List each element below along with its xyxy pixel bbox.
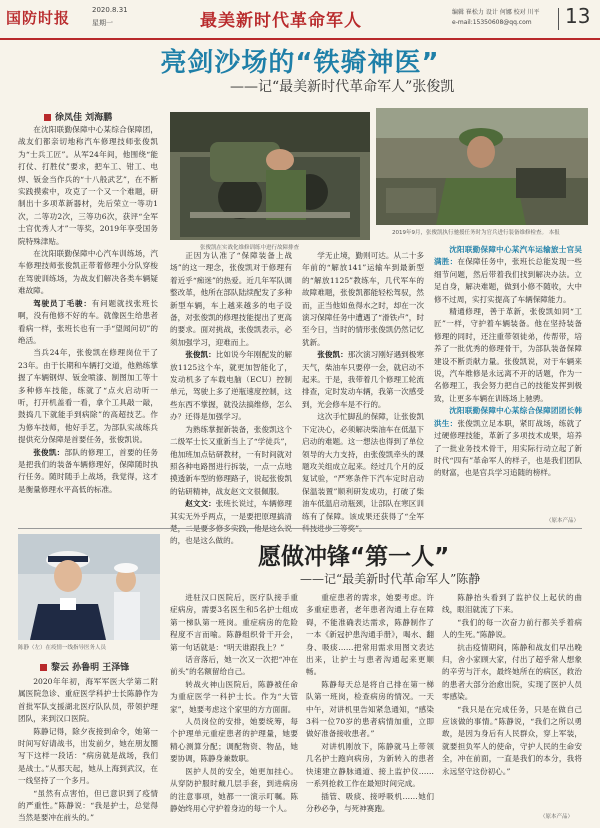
paragraph: 学无止境，勤则可达。从二十多年前的“解放141”运输车到最新型的“解放1125”教练车，几代军车的故障难题，张俊凯都能轻松驾驭，然而，正当他如鱼得水之时，却在一次演习保障任务中遭遇了“滑铁卢”，时至今日，当时的情形张俊凯仍然记忆犹新。 xyxy=(302,251,424,347)
article1-photo-portrait xyxy=(376,108,588,225)
paragraph: “虽然有点害怕，但已意识到了疫情的严重性。”陈静说：“我是护士，总觉得当然是要冲在前头的。” xyxy=(18,788,158,823)
article1-byline: 徐凤佳 刘海鹏 xyxy=(44,110,112,123)
byline-marker-icon xyxy=(44,114,51,121)
article2-column-4 xyxy=(442,592,582,810)
paragraph: 张俊凯：部队的修理工，首要的任务是把我们的装备车辆修理好，保障随时执行任务。随时随手上战场，我觉得，这才是衡量修理水平高低的标准。 xyxy=(18,447,159,494)
editor-credits: 编辑 崔松力 设计 何娜 校对 川平 xyxy=(452,9,540,16)
newspaper-logo: 国防时报 xyxy=(6,9,71,27)
article1-subheadline: ——记“最美新时代革命军人”张俊凯 xyxy=(230,79,455,95)
paragraph: 当兵24年，张俊凯在修理岗位干了23年。由于长期和车辆打交道，他熟练掌握了车辆钢焊、钣金喷漆、制图加工等十多种修车技能，练就了“点火启动听一听，打开机盖看一看，拿个工具敲一敲，鼓捣几下就能手到病除”的高超技艺。作为修车技师，他好手艺，为部队实战练兵提供充分保障是首要任务，张俊凯说。 xyxy=(18,348,158,445)
paragraph: 进驻汉口医院后，医疗队接手重症病房，需要3名医生和5名护士组成第一梯队第一班岗。重症病房的危险程度不言而喻。陈静组织骨干开会，第一句话就是：“明天谁跟我上？” xyxy=(170,593,298,652)
article2-column-1 xyxy=(18,676,158,823)
article1-column-4 xyxy=(434,244,582,514)
paragraph: 陈静每天总是将自己排在第一梯队第一班岗，检查病房的情况。一天中午，对讲机里告知紧急通知，“感染3科一位70岁的患者病情加重，立即做好准备接收患者。” xyxy=(306,679,434,739)
paragraph: 抗击疫情期间，陈静和战友们早出晚归，舍小家顾大家，付出了超乎常人想象的辛劳与汗水，最终她所在的病区，救治的患者大部分治愈出院，实现了医护人员零感染。 xyxy=(442,642,582,702)
paragraph: 在沈阳联勤保障中心某综合保障团，战友们都亲切地称汽车修理技师张俊凯为“士兵工匠”。从军24年间，他围绕“能打仗、打胜仗”要求，把车工、钳工、电焊、钣金当作兵的“十八般武艺”，在不断实践摸索中，攻克了一个又一个难题，研制出十多项革新器材，先后荣立一等功1次，二等功2次，三等功6次，获评“全军士官优秀人才”一等奖，2019年享受国务院特殊津贴。 xyxy=(18,125,158,246)
paragraph: 这次手忙脚乱的保障，让张俊凯下定决心，必须解决柴油车在低温下启动的难题。这一想法也得到了单位领导的大力支持，由张俊凯牵头的课题攻关组成立起来。经过几个月的反复试验，“严寒条件下汽车定时启动保温装置”顺利研发成功，打破了柴油车低温启动瓶颈，让部队在寒区训练有了保障。该成果还获得了“全军 xyxy=(302,412,424,521)
article1-column-1 xyxy=(18,124,158,524)
paragraph: 2020年年初，海军军医大学第二附属医院急诊、重症医学科护士长陈静作为首批军队支援湖北医疗队队员，带领护理团队，来到汉口医院。 xyxy=(18,677,158,724)
paragraph: 沈阳联勤保障中心某汽车运输旅士官吴满胜：在保障任务中，张班长总能发现一些细节问题，然后带着我们找到解决办法。立足自身，解决难题，做到小修不随收，大中修不过周，实打实提高了车辆保障能力。 xyxy=(434,245,583,304)
paragraph: 转战火神山医院后，陈静被任命为重症医学一科护士长。作为“大管家”，她要考虑这个家里的方方面面。 xyxy=(170,679,298,714)
page-number: 13 xyxy=(565,4,591,28)
paragraph: “我们的每一次奋力前行都关乎着病人的生死。”陈静说。 xyxy=(442,617,582,640)
article1-column-3 xyxy=(302,250,424,525)
paragraph: 话音落后，她一次又一次把“冲在前头”的名额留给自己。 xyxy=(170,655,298,677)
paragraph: 精通修理，善于革新，张俊凯如同“工匠”一样，守护着车辆装备。他在坚持装备修理的同时，还注重带领徒弟，传帮带，培养了一批优秀的修理骨干，为部队装备保障建设不断贡献力量。张俊凯说，对于车辆来说，汽车维修是永远离不开的话题，作为一名修理工，我会努力把自己的技能发挥到极致，让更多车辆在训练场上驰骋。 xyxy=(434,307,582,403)
paragraph: 正因为认准了“保障装备上战场”的这一理念，张俊凯对于修理有着近乎“痴迷”的热爱。近几年军队调整改革，他所在部队陆续配发了多种新型车辆，车上越来越多的电子设备，对张俊凯的修理技能提出了更高的要求。面对挑战，张俊凯表示，必须加强学习，迎难而上。 xyxy=(170,251,292,347)
paragraph: 人员岗位的安排，她要统筹，每个护理单元重症患者的护理量，她要精心测算分配；调配物资、物品，她要协调，陈静身兼数职。 xyxy=(170,717,298,764)
issue-weekday: 星期一 xyxy=(92,19,113,27)
article2-column-2 xyxy=(170,592,298,817)
article2-photo-caption: 陈静（左）在疫情一线指导医务人员 xyxy=(18,645,107,651)
article1-column-2 xyxy=(170,250,293,546)
article2-subheadline: ——记“最美新时代革命军人”陈静 xyxy=(300,572,481,586)
paragraph: 在沈阳联勤保障中心汽车训练场，汽车修理技师张俊凯正带着修理小分队穿梭在驾驶训练场，为战友们解决各类车辆疑难故障。 xyxy=(18,249,158,296)
article1-headline: 亮剑沙场的“铁骑神医” xyxy=(160,48,440,78)
article2-byline: 黎云 孙鲁明 王泽锋 xyxy=(40,660,129,673)
paragraph: 张俊凯：比如说今年刚配发的解放1125这个车，就更加智能化了，发动机多了车载电脑（ECU）控制单元，驾驶上多了逆瓶速度控制，这些东西不掌握，就没法搞维修，怎么办？还得是加强学习。 xyxy=(170,350,293,422)
paragraph: “我只是在完成任务，只是在做自己应该做的事情。”陈静说，“我们之所以勇敢，是因为身后有人民群众，穿上军装，就要担负军人的使命，守护人民的生命安全，冲在前面，一直是我们的本分，我将永远坚守这份初心。” xyxy=(442,704,582,776)
article1-photo2-caption: 2019年9月，张俊凯执行驰援任务时为官兵进行装备维修检查。 本报 xyxy=(392,230,560,236)
issue-date: 2020.8.31 xyxy=(92,6,128,14)
article2-photo-nurse xyxy=(18,534,160,640)
paragraph: 重症患者的需求，她要考虑。许多重症患者，老年患者沟通上存在障碍，不能准确表达需求，陈静制作了一本《新冠护患沟通手册》，喝水、翻身、吸痰……把常用需求用图文表达出来，让护士与患者沟通起来更顺畅。 xyxy=(306,593,434,677)
paragraph: 插管、吸痰、接呼吸机……她们分秒必争，与死神赛跑。 xyxy=(306,791,434,813)
paragraph: 陈静抬头看到了监护仪上起伏的曲线，眼泪就流了下来。 xyxy=(442,593,582,615)
contact-email: e-mail:15350608@qq.com xyxy=(452,19,532,26)
article1-photo-caption: 张俊凯在实战化维修训练中进行故障排查 xyxy=(200,245,300,251)
paragraph: 张俊凯：那次演习刚好遇到极寒天气，柴油车只要停一会，就启动不起来。于是，我带着几个修理工轮流排查，定时发动车辆，我第一次感受到，光会修车是不行的。 xyxy=(302,350,425,409)
article1-photo-repair xyxy=(170,112,370,240)
byline-marker-icon xyxy=(40,664,47,671)
section-title: 最美新时代革命军人 xyxy=(200,11,362,31)
article1-footnote: （原本产品） xyxy=(546,518,580,524)
paragraph: 医护人员的安全，她更加挂心。从穿防护服时戴几层手套，到进病房的注意事项，她都一一演示叮嘱。陈静始终用心守护着身边的每一个人。 xyxy=(170,766,298,813)
article2-column-3 xyxy=(306,592,434,817)
page-number-divider xyxy=(558,8,559,30)
article2-footnote: （原本产品） xyxy=(540,814,574,820)
article-divider xyxy=(18,528,582,529)
paragraph: 为熟练掌握新装备，张俊凯这个二级军士长又重新当上了“学徒兵”，他加班加点钻研教材，一有时间就对照各种电路图进行拆装，一点一点地摸透新车型的修理路子，说起张俊凯的钻研精神，战友赵文文很佩服。 xyxy=(170,424,292,496)
article2-headline: 愿做冲锋“第一人” xyxy=(258,544,450,570)
paragraph: 陈静记得，除夕夜接到命令，她第一时间写好请战书，出发前夕，她在朋友圈写下这样一段话：“病房就是战场，我们是战士。”从那天起，她从上海到武汉，在一线坚持了一个多月。 xyxy=(18,726,158,786)
paragraph: 沈阳联勤保障中心某综合保障团团长韩洪生：张俊凯立足本职，紧盯战场，练就了过硬修理技能，革新了多项技术成果，培养了一批业务技术骨干，用实际行动立起了新时代“四有”革命军人的样子，也是我们团队的财富，也是官兵学习追随的榜样。 xyxy=(434,406,583,478)
paragraph: 对讲机刚放下，陈静就马上带领几名护士跑向病房，为新转入的患者快速建立静脉通道、接上监护仪……一系列抢救工作在最短时间完成。 xyxy=(306,741,434,789)
paragraph: 驾驶员丁毛骏：有问题就找张班长啊，没有他修不好的车。就像医生给患者看病一样，张班长也有一手“望闻问切”的绝活。 xyxy=(18,298,158,345)
paragraph: 赵文文：张班长说过，车辆修理其实无外乎两点，一是要把原理搞清 的，也是这么做的。 xyxy=(170,499,293,546)
